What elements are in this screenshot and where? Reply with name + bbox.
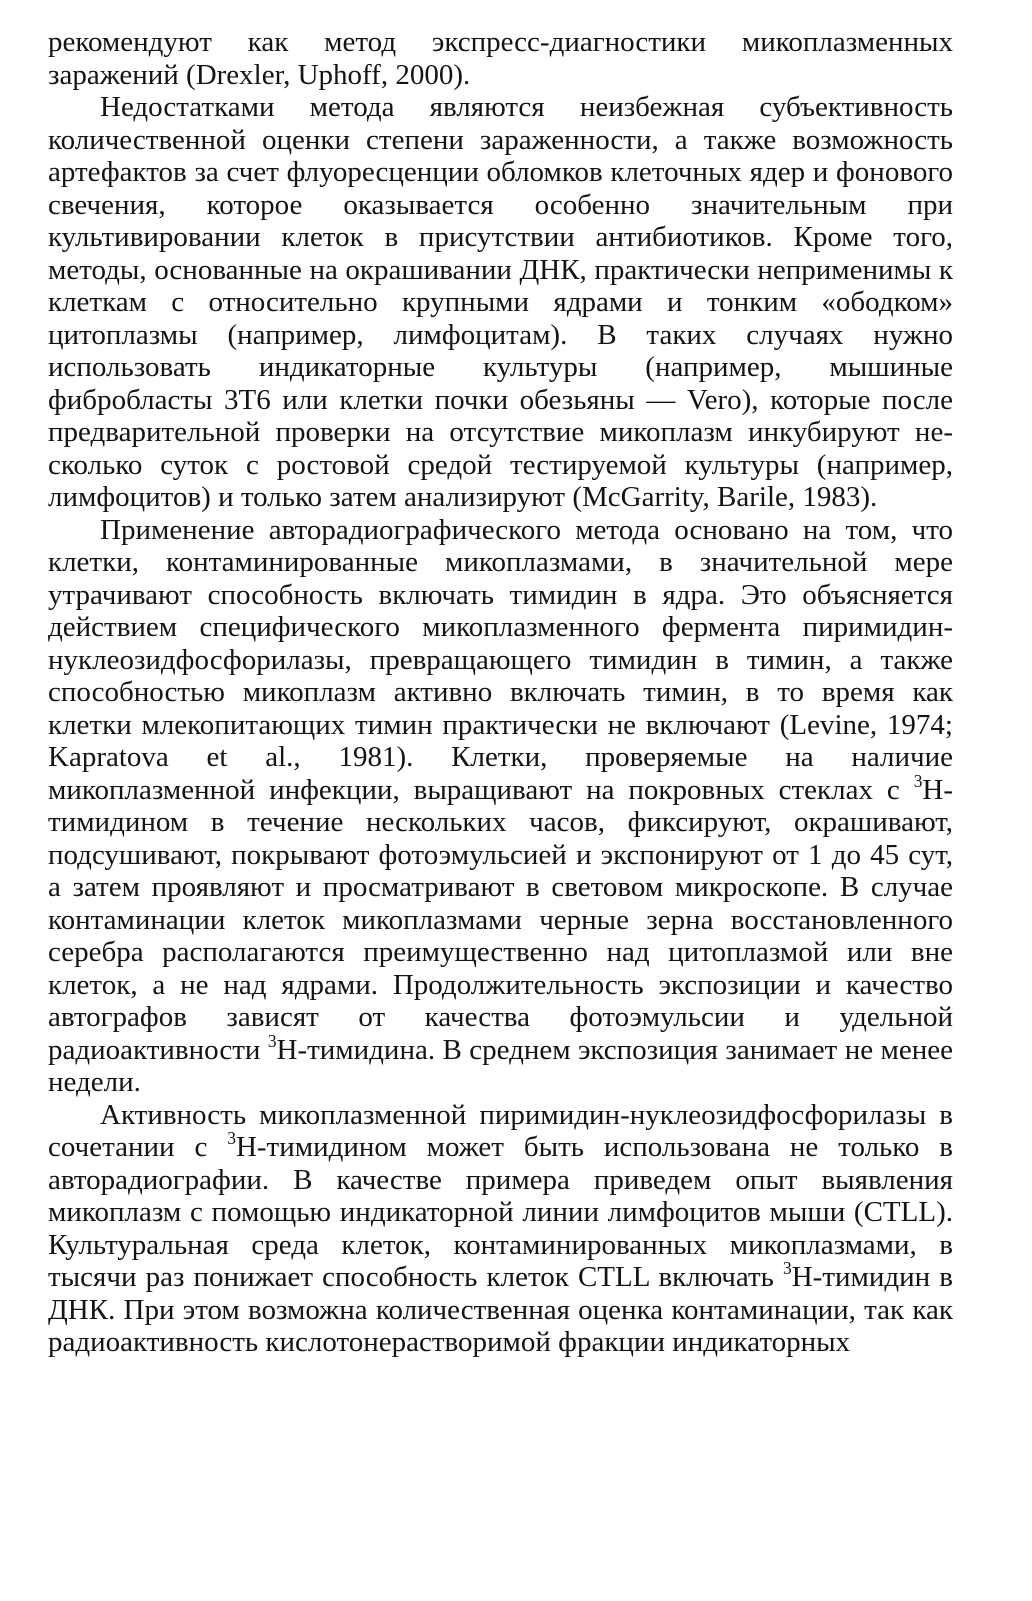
isotope-superscript: 3 [913,770,923,791]
isotope-superscript: 3 [227,1127,236,1148]
text-run: H-тимидином в течение нескольких часов, фиксируют, окрашивают, подсушивают, покрывают фотоэмульсией и экспонируют от 1 до 45 сут, а затем проявляют и просматривают в световом микроскопе. В случае контаминации клеток микоплазмами черные зерна восстановленного серебра располагаются преимущественно над цитоплазмой или вне клеток, а не над ядрами. Продолжительность экспозиции и качество автографов зависят от качества фотоэмульсии и удельной радиоактивности [48,773,953,1066]
text-run: Применение авторадиографического метода основано на том, что клетки, контаминированные микоплазмами, в значительной мере утрачивают способность включать тимидин в ядра. Это объясняется действием специфического микоплазменного фермента пиримидин-нуклеозидфосфорилазы, превращающего тимидин в тимин, а также способностью микоплазм активно включать тимин, в то время как клетки млекопитающих тимин практически не включают (Levine, 1974; Kapratova et al., 1981). Клетки, проверяемые на наличие микоплазменной инфекции, выращивают на покровных стеклах с [48,513,953,806]
text-run: Активность микоплазменной пиримидин-нуклеозидфосфорилазы в сочетании с [48,1098,953,1163]
text-run: H-тимидина. В среднем экспозиция занимает не менее недели. [48,1033,953,1098]
paragraph [48,26,953,91]
text-run: H-тимидин в ДНК. При этом возможна количественная оценка контаминации, так как радиоактивность кислотонерастворимой фракции индикаторных [48,1261,953,1358]
paragraph [48,514,953,1099]
paragraph [48,91,953,514]
isotope-superscript: 3 [783,1257,792,1278]
text-run: Недостатками метода являются неизбежная субъективность количественной оценки степени зараженности, а также возможность артефактов за счет флуоресценции обломков клеточных ядер и фонового свечения, которое оказывается особенно значительным при культивировании клеток в присутствии антибиотиков. Кроме того, методы, основанные на окрашивании ДНК, практически неприменимы к клеткам с относительно крупными ядрами и тонким «ободком» цитоплазмы (например, лимфоцитам). В таких случаях нужно использовать индикаторные культуры (например, мышиные фибробласты 3T6 или клетки почки обезьяны — Vero), которые после предварительной проверки на отсутствие микоплазм инкубируют несколько суток с ростовой средой тестируемой культуры (например, лимфоцитов) и только затем анализируют (McGarrity, Barile, 1983). [48,91,953,513]
isotope-superscript: 3 [267,1030,277,1051]
document-page [48,26,953,1359]
text-run: рекомендуют как метод экспресс-диагностики микоплазменных заражений (Drexler, Uphoff, 2000). [48,26,953,91]
text-run: H-тимидином может быть использована не только в авторадиографии. В качестве примера приведем опыт выявления микоплазм с помощью индикаторной линии лимфоцитов мыши (CTLL). Культуральная среда клеток, контаминированных микоплазмами, в тысячи раз понижает способность клеток CTLL включать [48,1131,953,1293]
paragraph [48,1099,953,1359]
